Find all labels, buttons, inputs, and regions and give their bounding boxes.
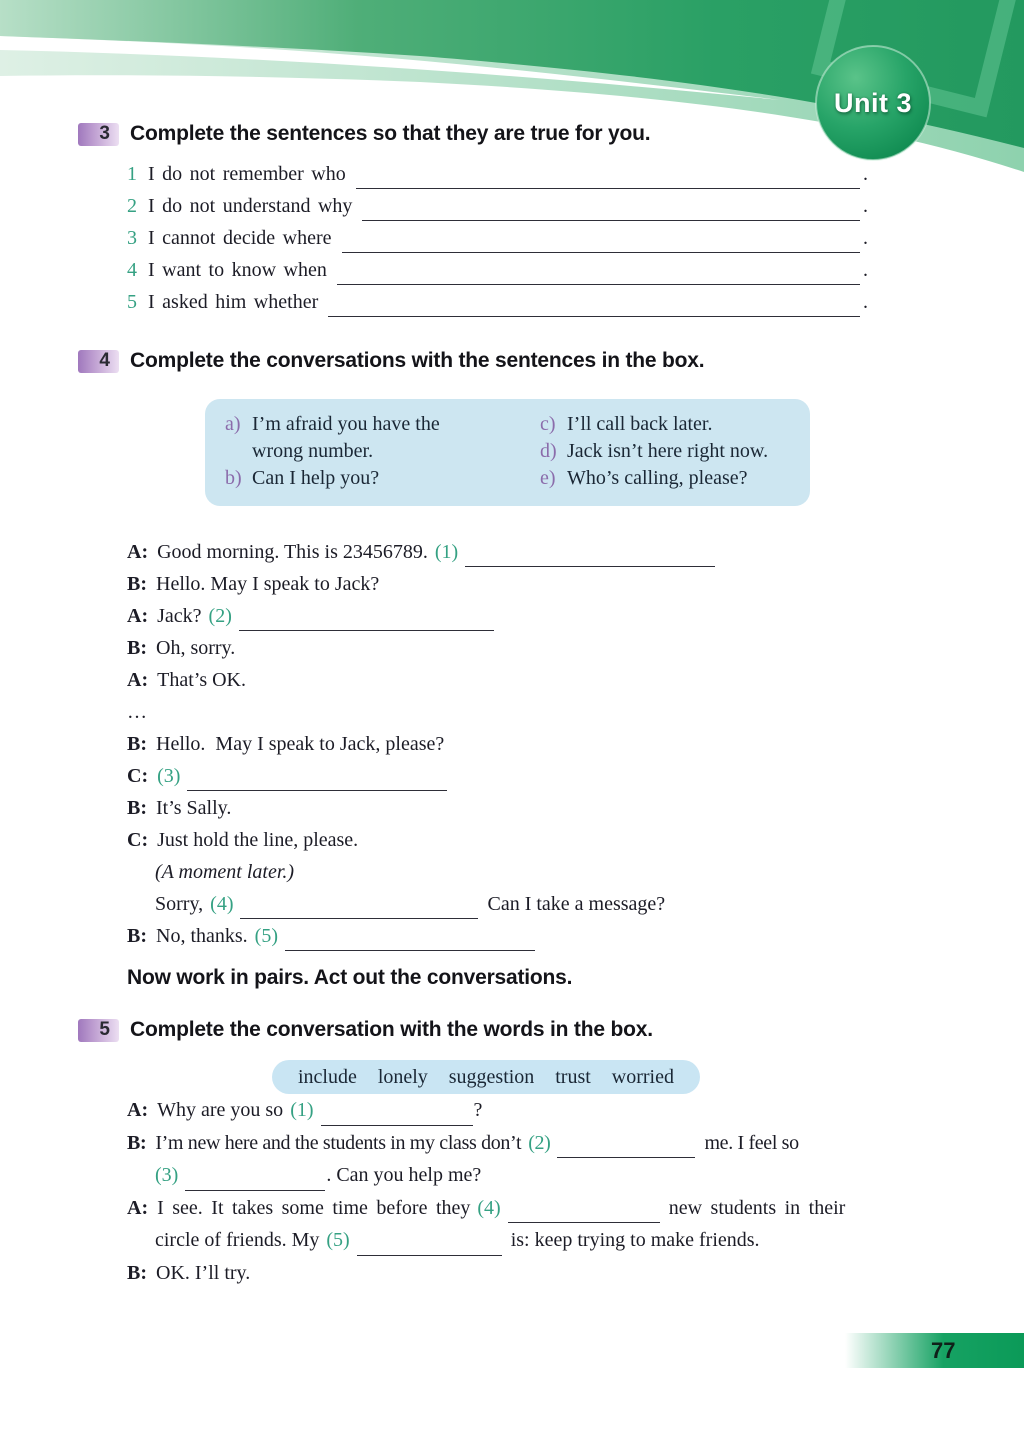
item-number: 2 — [127, 195, 137, 217]
item-period: . — [863, 163, 868, 185]
blank-number: (1) — [434, 541, 459, 563]
speaker-label: B: — [127, 573, 147, 595]
speaker-label: A: — [127, 1196, 149, 1219]
answer-blank — [321, 1125, 473, 1126]
item-text: I cannot decide where — [148, 227, 332, 249]
dialogue-text: circle of friends. My — [155, 1229, 320, 1251]
item-text: I want to know when — [148, 259, 327, 281]
exercise-3-heading — [78, 122, 650, 146]
blank-number: (2) — [528, 1131, 551, 1154]
item-number: 3 — [127, 227, 137, 249]
choices-column-right — [540, 411, 802, 506]
choice-item — [540, 411, 802, 438]
speaker-label: A: — [127, 605, 149, 627]
exercise-number-badge: 4 — [78, 350, 119, 373]
choice-text: Can I help you? — [252, 467, 380, 489]
word-choice: include — [298, 1065, 357, 1088]
pair-work-instruction: Now work in pairs. Act out the conversations. — [127, 966, 573, 989]
dialogue-line — [127, 861, 927, 893]
dialogue-line — [127, 925, 927, 957]
blank-number: (4) — [210, 893, 234, 915]
word-choices-box — [272, 1060, 700, 1094]
dialogue-line — [127, 733, 927, 765]
item-text: I asked him whether — [148, 291, 319, 313]
choice-letter: e) — [540, 467, 556, 489]
answer-blank — [362, 220, 860, 221]
choice-letter: b) — [225, 467, 242, 489]
dialogue-line — [127, 669, 927, 701]
dialogue-text: Hello. May I speak to Jack, please? — [156, 733, 445, 755]
item-period: . — [863, 195, 868, 217]
blank-number: (1) — [290, 1099, 314, 1121]
dialogue-text: me. I feel so — [704, 1131, 799, 1154]
dialogue-line — [127, 765, 927, 797]
dialogue-text: Jack? — [157, 605, 202, 627]
dialogue-line — [127, 1164, 967, 1197]
dialogue-text: Hello. May I speak to Jack? — [156, 573, 380, 595]
exercise-5-conversation — [127, 1099, 967, 1294]
dialogue-text: That’s OK. — [157, 669, 246, 691]
ellipsis: … — [127, 701, 147, 723]
exercise-4-heading — [78, 349, 704, 373]
speaker-label: B: — [127, 797, 147, 819]
item-number: 1 — [127, 163, 137, 185]
answer-blank — [187, 790, 447, 791]
speaker-label: B: — [127, 925, 147, 947]
blank-number: (3) — [155, 1164, 179, 1186]
answer-blank — [328, 316, 860, 317]
dialogue-line — [127, 701, 927, 733]
dialogue-line — [127, 1262, 967, 1295]
item-period: . — [863, 291, 868, 313]
item-text: I do not understand why — [148, 195, 353, 217]
answer-blank — [557, 1157, 695, 1158]
choice-item — [225, 411, 540, 465]
exercise-5-heading — [78, 1018, 653, 1042]
footer-page-bar — [845, 1333, 1024, 1368]
dialogue-text: Oh, sorry. — [156, 637, 236, 659]
word-choice: worried — [611, 1065, 674, 1088]
dialogue-text: Can I take a message? — [487, 893, 666, 915]
dialogue-text: is: keep trying to make friends. — [510, 1229, 760, 1251]
dialogue-text: ? — [473, 1099, 483, 1121]
choice-item — [225, 465, 540, 492]
dialogue-text: . Can you help me? — [326, 1164, 482, 1186]
blank-number: (2) — [208, 605, 232, 627]
word-choice: trust — [555, 1065, 591, 1088]
dialogue-text: Good morning. This is 23456789. — [157, 541, 428, 563]
exercise-title: Complete the conversations with the sentences in the box. — [130, 349, 705, 372]
sentence-item — [127, 195, 868, 227]
choice-letter: a) — [225, 413, 241, 435]
dialogue-line — [127, 797, 927, 829]
blank-number: (5) — [326, 1229, 350, 1251]
answer-blank — [356, 188, 860, 189]
answer-blank — [357, 1255, 502, 1256]
speaker-label: C: — [127, 829, 149, 851]
dialogue-text: Just hold the line, please. — [157, 829, 359, 851]
sentence-item — [127, 163, 868, 195]
dialogue-line — [127, 573, 927, 605]
blank-number: (3) — [157, 765, 181, 787]
speaker-label: B: — [127, 1131, 147, 1154]
speaker-label: A: — [127, 669, 149, 691]
dialogue-text: Sorry, — [155, 893, 204, 915]
exercise-4-conversation — [127, 541, 927, 957]
sentence-choices-box — [205, 399, 810, 506]
blank-number: (5) — [254, 925, 278, 947]
dialogue-text: Why are you so — [157, 1099, 284, 1121]
item-period: . — [863, 227, 868, 249]
dialogue-line — [127, 541, 927, 573]
dialogue-line — [127, 893, 927, 925]
choice-item — [540, 438, 802, 465]
answer-blank — [239, 630, 494, 631]
choice-text: Who’s calling, please? — [567, 467, 748, 489]
exercise-3-sentences — [127, 163, 868, 323]
exercise-title: Complete the conversation with the words in the box. — [130, 1018, 653, 1041]
dialogue-line — [127, 1197, 967, 1230]
choice-letter: d) — [540, 440, 557, 462]
speaker-label: B: — [127, 637, 147, 659]
dialogue-text: I see. It takes some time before they — [157, 1196, 471, 1219]
dialogue-text: No, thanks. — [156, 925, 248, 947]
dialogue-line — [127, 829, 927, 861]
item-period: . — [863, 259, 868, 281]
dialogue-text: OK. I’ll try. — [156, 1261, 251, 1284]
sentence-item — [127, 291, 868, 323]
dialogue-line — [127, 1229, 967, 1262]
word-choice: suggestion — [448, 1065, 535, 1088]
speaker-label: B: — [127, 1261, 147, 1284]
item-number: 5 — [127, 291, 137, 313]
dialogue-line — [127, 1099, 967, 1132]
answer-blank — [508, 1222, 660, 1223]
stage-direction: (A moment later.) — [155, 861, 295, 883]
speaker-label: A: — [127, 1099, 149, 1121]
speaker-label: A: — [127, 541, 149, 563]
answer-blank — [337, 284, 860, 285]
dialogue-text: It’s Sally. — [156, 797, 232, 819]
choice-text: Jack isn’t here right now. — [567, 440, 769, 462]
speaker-label: C: — [127, 765, 149, 787]
unit-label: Unit 3 — [833, 88, 912, 118]
dialogue-text: I’m new here and the students in my class don’t — [155, 1131, 522, 1154]
choice-text: I’ll call back later. — [567, 413, 713, 435]
dialogue-line — [127, 605, 927, 637]
dialogue-line — [127, 637, 927, 669]
item-number: 4 — [127, 259, 137, 281]
choice-text: I’m afraid you have the wrong number. — [252, 413, 440, 462]
blank-number: (4) — [477, 1196, 501, 1219]
choice-item — [540, 465, 802, 492]
exercise-number-badge: 3 — [78, 123, 119, 146]
answer-blank — [465, 566, 715, 567]
exercise-title: Complete the sentences so that they are true for you. — [130, 122, 651, 145]
exercise-number-badge: 5 — [78, 1019, 119, 1042]
answer-blank — [342, 252, 860, 253]
item-text: I do not remember who — [148, 163, 346, 185]
choice-letter: c) — [540, 413, 556, 435]
word-choice: lonely — [377, 1065, 428, 1088]
choices-column-left — [225, 411, 540, 506]
answer-blank — [185, 1190, 325, 1191]
sentence-item — [127, 227, 868, 259]
speaker-label: B: — [127, 733, 147, 755]
sentence-item — [127, 259, 868, 291]
dialogue-line — [127, 1132, 967, 1165]
answer-blank — [240, 918, 478, 919]
dialogue-text: new students in their — [668, 1196, 846, 1219]
page-number: 77 — [931, 1337, 956, 1363]
answer-blank — [285, 950, 535, 951]
